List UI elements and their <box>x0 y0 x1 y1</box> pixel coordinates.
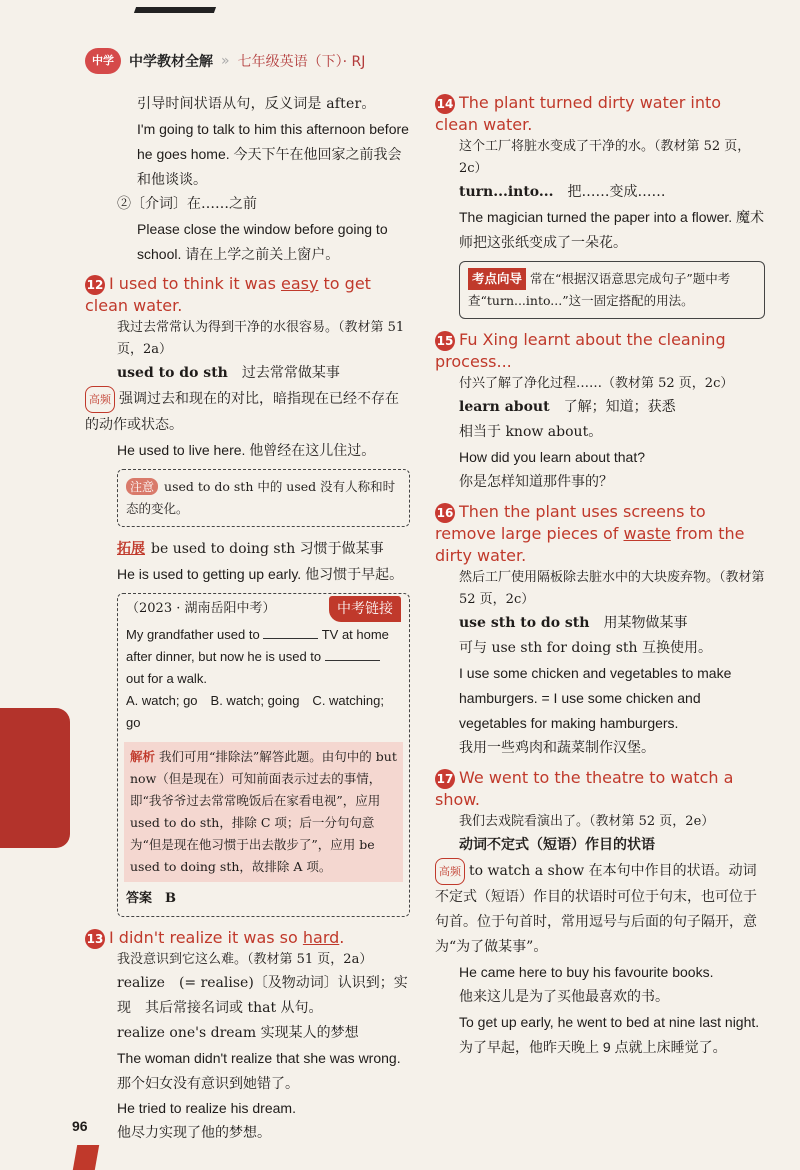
item-number: 13 <box>85 929 105 949</box>
translation: 付兴了解了净化过程……（教材第 52 页，2c） <box>459 376 734 391</box>
paragraph: 强调过去和现在的对比，暗指现在已经不存在的动作或状态。 <box>85 391 399 433</box>
translation: 这个工厂将脏水变成了干净的水。（教材第 52 页，2c） <box>459 139 751 176</box>
phrase: used to do sth <box>117 365 228 381</box>
paragraph: 引导时间状语从句，反义词是 after。 <box>137 96 376 112</box>
translation: 我们去戏院看演出了。（教材第 52 页，2e） <box>459 814 715 829</box>
translation: 然后工厂使用隔板除去脏水中的大块废弃物。（教材第 52 页，2c） <box>459 570 765 607</box>
translation: 我过去常常认为得到干净的水很容易。（教材第 51 页，2a） <box>117 320 405 357</box>
page-header <box>85 48 365 74</box>
phrase-meaning: 用某物做某事 <box>603 615 688 631</box>
example: He used to live here. 他曾经在这儿住过。 <box>117 442 376 458</box>
paragraph: realize (= realise)〔及物动词〕认识到；实现 其后常接名词或 that 从句。 <box>117 975 408 1016</box>
high-frequency-badge: 高频 <box>85 386 115 413</box>
note-box <box>117 469 410 527</box>
example: 他来这儿是为了买他最喜欢的书。 <box>459 989 669 1005</box>
example: He came here to buy his favourite books. <box>459 964 714 980</box>
paragraph: ②〔介词〕在……之前 <box>117 196 257 212</box>
note-tag: 注意 <box>126 478 158 495</box>
answer: 答案 B <box>126 891 177 906</box>
paragraph: 可与 use sth for doing sth 互换使用。 <box>459 640 712 656</box>
paragraph: realize one's dream 实现某人的梦想 <box>117 1025 359 1041</box>
high-frequency-badge: 高频 <box>435 858 465 885</box>
item-number: 16 <box>435 503 455 523</box>
bottom-decoration <box>73 1145 99 1170</box>
item-12: 12 I used to think it was easy to get clean water. 我过去常常认为得到干净的水很容易。（教材第 51 页，2a） <box>85 273 410 361</box>
top-decoration <box>135 2 225 16</box>
exam-guide-tag: 考点向导 <box>468 268 526 290</box>
phrase: use sth to do sth <box>459 615 590 631</box>
phrase-meaning: 了解；知道；获悉 <box>563 399 676 415</box>
exam-guide-box: 考点向导 常在“根据汉语意思完成句子”题中考查“turn...into...”这一固定搭配的用法。 <box>459 261 765 319</box>
item-15: 15 Fu Xing learnt about the cleaning process... 付兴了解了净化过程……（教材第 52 页，2c） <box>435 329 765 395</box>
analysis-box: 解析 我们可用“排除法”解答此题。由句中的 but now（但是现在）可知前面表示过去的事情，即“我爷爷过去常常晚饭后在家看电视”，应用 used to do sth，排除 C 项；后一分句句意为“但是现在他习惯于出去散步了”，应用 be used to doing sth，故排除 A 项。 <box>124 742 403 882</box>
book-logo-icon: 中学 <box>85 48 121 74</box>
extension-text: be used to doing sth 习惯于做某事 <box>151 541 384 557</box>
example: How did you learn about that? <box>459 449 646 465</box>
paragraph: I'm going to talk to him this afternoon before he goes home. 今天下午在他回家之前我会和他谈谈。 <box>137 121 409 187</box>
item-14: 14 The plant turned dirty water into clean water. 这个工厂将脏水变成了干净的水。（教材第 52 页，2c） <box>435 92 765 180</box>
item-number: 12 <box>85 275 105 295</box>
example: To get up early, he went to bed at nine last night. 为了早起，他昨天晚上 9 点就上床睡觉了。 <box>459 1014 760 1055</box>
example: 我用一些鸡肉和蔬菜制作汉堡。 <box>459 740 655 756</box>
phrase-meaning: 过去常常做某事 <box>241 365 340 381</box>
blank <box>325 660 380 661</box>
blank <box>263 638 318 639</box>
phrase-meaning: 把……变成…… <box>567 184 666 200</box>
example: The woman didn't realize that she was wrong. 那个妇女没有意识到她错了。 <box>117 1050 401 1091</box>
item-13: 13 I didn't realize it was so hard. 我没意识到它这么难。（教材第 51 页，2a） <box>85 927 410 971</box>
example: The magician turned the paper into a flower. 魔术师把这张纸变成了一朵花。 <box>459 209 765 250</box>
example: 他尽力实现了他的梦想。 <box>117 1125 271 1141</box>
paragraph: Please close the window before going to school. 请在上学之前关上窗户。 <box>137 221 388 262</box>
item-number: 17 <box>435 769 455 789</box>
left-column <box>85 92 410 1146</box>
paragraph: to watch a show 在本句中作目的状语。动词不定式（短语）作目的状语时可位于句末，也可位于句首。位于句首时，常用逗号与后面的句子隔开，意为“为了做某事”。 <box>435 863 757 955</box>
chevron-icon: » <box>221 53 230 69</box>
note-text: used to do sth 中的 used 没有人称和时态的变化。 <box>126 479 396 516</box>
extension-tag: 拓展 <box>117 541 145 557</box>
example: I use some chicken and vegetables to make hamburgers. = I use some chicken and vegetables for making hamburgers. <box>459 665 732 731</box>
exam-link-tag: 中考链接 <box>329 596 401 622</box>
item-number: 15 <box>435 331 455 351</box>
section-heading: 动词不定式（短语）作目的状语 <box>459 837 655 853</box>
paragraph: 相当于 know about。 <box>459 424 603 440</box>
right-column <box>435 92 765 1060</box>
item-17: 17 We went to the theatre to watch a show. 我们去戏院看演出了。（教材第 52 页，2e） <box>435 767 765 833</box>
page-number: 96 <box>72 1118 88 1134</box>
item-16: 16 Then the plant uses screens to remove large pieces of waste from the dirty water. 然后工厂使用隔板除去脏水中的大块废弃物。（教材第 52 页，2c） <box>435 501 765 611</box>
book-title: 中学教材全解 <box>129 54 213 70</box>
item-number: 14 <box>435 94 455 114</box>
phrase: learn about <box>459 399 550 415</box>
exam-link-box: （2023 · 湖南岳阳中考） 中考链接 My grandfather used to TV at home after dinner, but now he is used to out for a walk. A. watch; go B. watch; going C. watching; go 解析 我们可用“排除法”解答此题。由句中的 but now（但是现在）可知前面表示过去的事情，即“我爷爷过去常常晚饭后在家看电视”，应用 used to do sth，排除 C 项；后一分句句意为“但是现在他习惯于出去散步了”，应用 be used to doing sth，故排除 A 项。 答案 B <box>117 593 410 917</box>
side-tab <box>0 708 70 848</box>
phrase: turn...into... <box>459 184 554 200</box>
example: He is used to getting up early. 他习惯于早起。 <box>117 566 404 582</box>
exam-source: （2023 · 湖南岳阳中考） <box>126 601 276 616</box>
example: 你是怎样知道那件事的？ <box>459 474 613 490</box>
analysis-tag: 解析 <box>130 749 156 764</box>
grade-label: 七年级英语（下）· RJ <box>237 54 366 70</box>
example: He tried to realize his dream. <box>117 1100 296 1116</box>
options: A. watch; go B. watch; going C. watching; go <box>126 693 384 730</box>
translation: 我没意识到它这么难。（教材第 51 页，2a） <box>117 952 373 967</box>
